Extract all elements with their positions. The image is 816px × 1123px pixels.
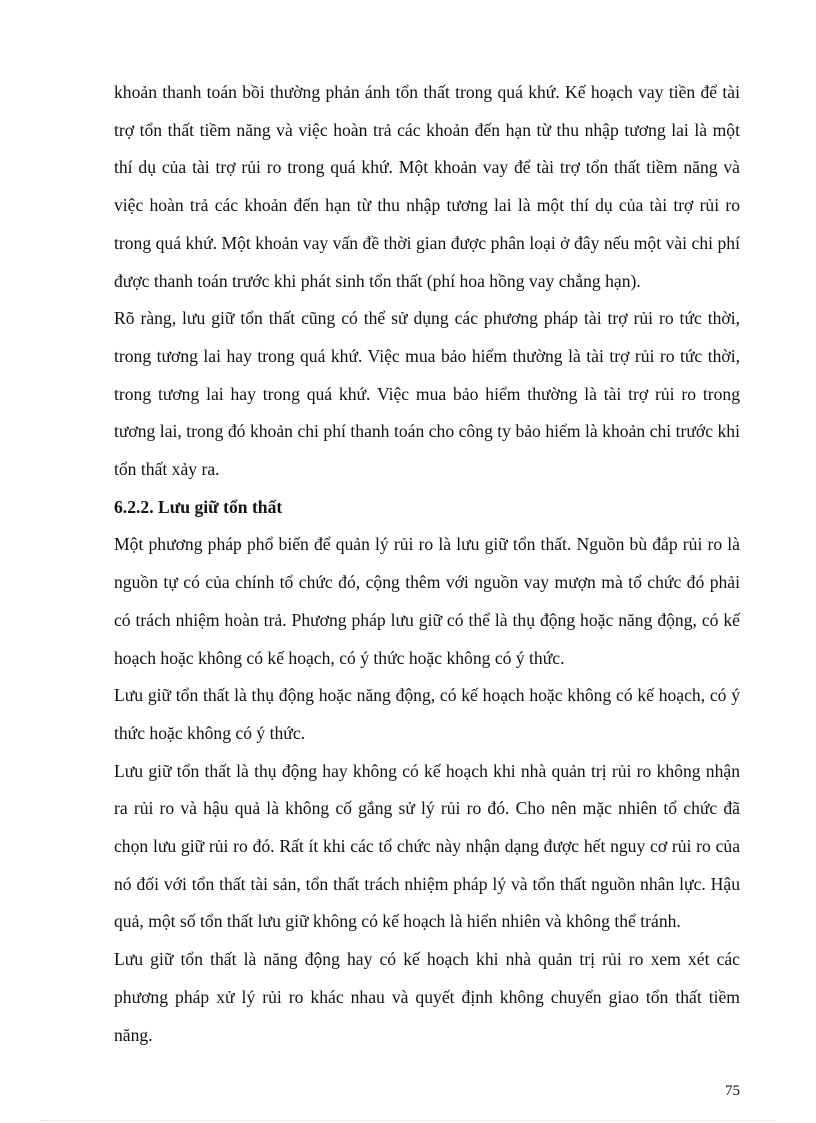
paragraph-retention-financing: Rõ ràng, lưu giữ tổn thất cũng có thể sử dụng các phương pháp tài trợ rủi ro tức thời, trong tương lai hay trong quá khứ. Việc mua bảo hiểm thường là tài trợ rủi ro tức thời, trong tương lai hay trong quá khứ. Việc mua bảo hiểm thường là tài trợ rủi ro trong tương lai, trong đó khoản chi phí thanh toán cho công ty bảo hiểm là khoản chi trước khi tổn thất xảy ra. xyxy=(114,308,740,480)
paragraph-active-retention: Lưu giữ tổn thất là năng động hay có kế hoạch khi nhà quản trị rủi ro xem xét các phương pháp xử lý rủi ro khác nhau và quyết định không chuyển giao tổn thất tiềm năng. xyxy=(114,949,740,1045)
paragraph-passive-retention: Lưu giữ tổn thất là thụ động hay không có kế hoạch khi nhà quản trị rủi ro không nhận ra rủi ro và hậu quả là không cố gắng sử lý rủi ro đó. Cho nên mặc nhiên tổ chức đã chọn lưu giữ rủi ro đó. Rất ít khi các tổ chức này nhận dạng được hết nguy cơ rủi ro của nó đối với tổn thất tài sản, tổn thất trách nhiệm pháp lý và tổn thất nguồn nhân lực. Hậu quả, một số tổn thất lưu giữ không có kế hoạch là hiển nhiên và không thể tránh. xyxy=(114,760,740,932)
paragraph-passive-active: Lưu giữ tổn thất là thụ động hoặc năng động, có kế hoạch hoặc không có kế hoạch, có ý thức hoặc không có ý thức. xyxy=(114,685,740,743)
body-text xyxy=(114,74,740,1054)
page-number: 75 xyxy=(725,1083,740,1099)
page-bottom-divider xyxy=(40,1120,776,1121)
paragraph-compensation-payments: khoản thanh toán bồi thường phản ánh tổn thất trong quá khứ. Kế hoạch vay tiền để tài trợ tổn thất tiềm năng và việc hoàn trả các khoản đến hạn từ thu nhập tương lai là một thí dụ của tài trợ rủi ro trong quá khứ. Một khoản vay để tài trợ tổn thất tiềm năng và việc hoàn trả các khoản đến hạn từ thu nhập tương lai là một thí dụ của tài trợ rủi ro trong quá khứ. Một khoản vay vấn đề thời gian được phân loại ở đây nếu một vài chi phí được thanh toán trước khi phát sinh tổn thất (phí hoa hồng vay chẳng hạn). xyxy=(114,82,740,291)
paragraph-common-method: Một phương pháp phổ biến để quản lý rủi ro là lưu giữ tổn thất. Nguồn bù đắp rủi ro là nguồn tự có của chính tổ chức đó, cộng thêm với nguồn vay mượn mà tổ chức đó phải có trách nhiệm hoàn trả. Phương pháp lưu giữ có thể là thụ động hoặc năng động, có kế hoạch hoặc không có kế hoạch, có ý thức hoặc không có ý thức. xyxy=(114,534,740,668)
section-heading: 6.2.2. Lưu giữ tổn thất xyxy=(114,496,283,517)
